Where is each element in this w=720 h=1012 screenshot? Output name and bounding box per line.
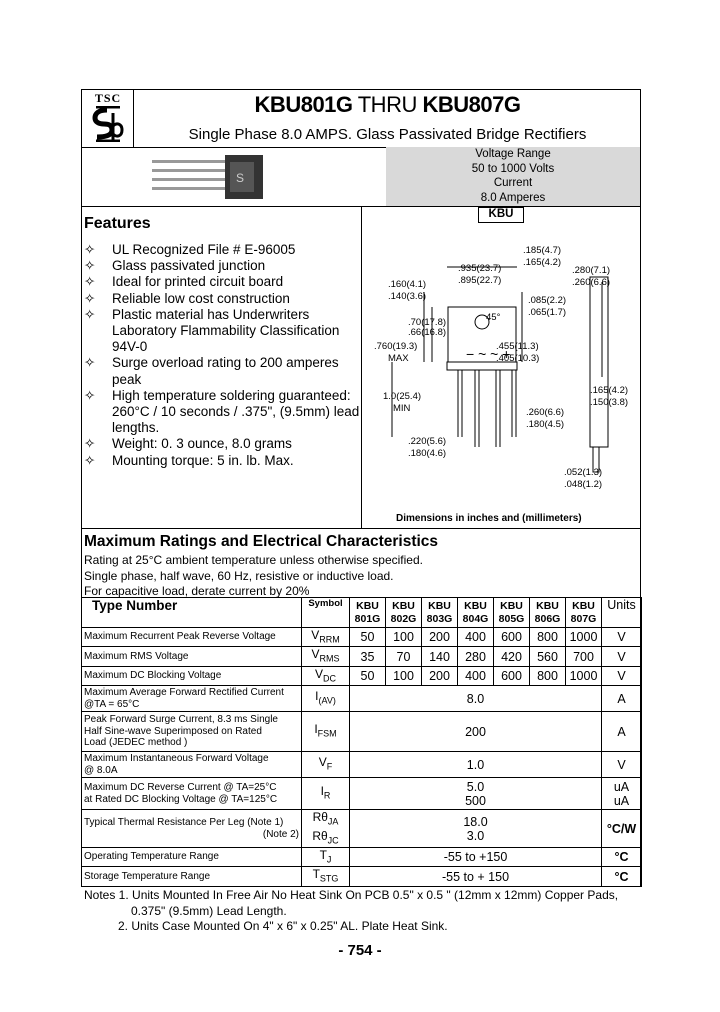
part-prefix: KBU: [464, 599, 487, 612]
symbol-cell: [302, 666, 350, 685]
value-text: 18.0: [463, 814, 488, 829]
feature-item: [84, 355, 374, 371]
part-prefix: KBU: [392, 599, 415, 612]
feature-item: [84, 372, 374, 388]
value-cell: 800: [530, 666, 566, 685]
feature-text: Laboratory Flammability Classification: [112, 323, 340, 339]
unit-cell: [602, 647, 642, 666]
title-part-last: KBU807G: [422, 92, 521, 117]
symbol-main: V: [318, 755, 327, 770]
parameter-cell: [82, 810, 302, 848]
dimension-label: .405(10.3): [496, 353, 540, 364]
dimension-label: .165(4.2): [590, 385, 629, 396]
value-cell: 400: [458, 666, 494, 685]
dimension-label: .935(23.7): [458, 263, 502, 274]
feature-item: [84, 242, 374, 258]
feature-text: lengths.: [112, 420, 160, 436]
table-row: [82, 867, 642, 886]
package-tag: KBU: [478, 207, 524, 223]
feature-text: Surge overload rating to 200 amperes: [112, 355, 339, 371]
feature-text: Reliable low cost construction: [112, 290, 290, 306]
value-text: 200: [465, 724, 486, 739]
unit-cell: [602, 778, 642, 810]
current-value: 8.0 Amperes: [480, 191, 546, 204]
feature-item: [84, 323, 374, 339]
bullet-icon: ✧: [84, 290, 96, 306]
part-suffix: 805G: [498, 612, 525, 625]
value-cell: 35: [350, 647, 386, 666]
dimension-label: 1.0(25.4): [383, 391, 422, 402]
param-line: Typical Thermal Resistance Per Leg (Note 1): [84, 817, 284, 829]
param-line: Maximum Instantaneous Forward Voltage: [84, 753, 269, 765]
bullet-icon: [84, 404, 112, 420]
symbol-main: V: [311, 628, 320, 642]
part-suffix: 806G: [534, 612, 561, 625]
part-suffix: 804G: [462, 612, 489, 625]
value-cell: 800: [530, 628, 566, 647]
dimension-label: .260(6.6): [572, 277, 611, 288]
param-line: Load (JEDEC method ): [84, 737, 188, 749]
param-line: (Note 2): [262, 828, 299, 840]
dimension-label: .895(22.7): [458, 275, 502, 286]
unit-cell: [602, 686, 642, 712]
symbol-main: T: [312, 867, 320, 882]
symbol-main: I: [314, 722, 318, 737]
type-number-header: Type Number: [82, 598, 302, 628]
feature-text: High temperature soldering guaranteed:: [112, 387, 351, 403]
symbol-main: V: [314, 666, 323, 681]
ratings-heading: Maximum Ratings and Electrical Characteristics: [84, 533, 439, 550]
value-cell: 700: [566, 647, 602, 666]
param-line: Maximum Recurrent Peak Reverse Voltage: [84, 631, 276, 643]
package-photo: [150, 152, 268, 202]
value-cell: 560: [530, 647, 566, 666]
value-text: -55 to + 150: [441, 869, 510, 884]
table-header-row: [82, 598, 642, 628]
part-prefix: KBU: [500, 599, 523, 612]
param-line: Maximum DC Blocking Voltage: [84, 670, 222, 682]
unit-text: A: [617, 724, 626, 739]
value-cell: [350, 810, 602, 848]
parameter-cell: [82, 778, 302, 810]
page-subtitle: Single Phase 8.0 AMPS. Glass Passivated Bridge Rectifiers: [188, 126, 587, 143]
dimension-label: .160(4.1): [388, 279, 427, 290]
dimension-label: .150(3.8): [590, 397, 629, 408]
value-cell: 200: [422, 628, 458, 647]
symbol-sub: RRM: [319, 634, 340, 645]
dimension-label: .140(3.6): [388, 291, 427, 302]
dimension-label: .455(11.3): [496, 341, 539, 352]
voltage-range-value: 50 to 1000 Volts: [471, 162, 555, 175]
title-thru: THRU: [352, 92, 423, 117]
unit-cell: [602, 628, 642, 647]
part-suffix: 807G: [570, 612, 597, 625]
dimension-label: .065(1.7): [528, 307, 567, 318]
features-list: [84, 242, 374, 469]
feature-item: [84, 258, 374, 274]
feature-item: [84, 291, 374, 307]
part-header: [350, 598, 386, 628]
symbol-sub-2: JC: [327, 834, 339, 845]
value-cell: [350, 778, 602, 810]
table-row: [82, 778, 642, 810]
dimension-label: .70(17.8): [408, 317, 447, 328]
unit-cell: [602, 712, 642, 752]
table-row: [82, 847, 642, 866]
symbol-cell: [302, 628, 350, 647]
dimension-label: .048(1.2): [564, 479, 603, 490]
unit-text: V: [617, 630, 626, 645]
parameter-cell: [82, 647, 302, 666]
part-prefix: KBU: [536, 599, 559, 612]
value-cell: [350, 847, 602, 866]
symbol-cell: [302, 810, 350, 848]
units-header: Units: [602, 598, 642, 628]
symbol-sub: STG: [319, 873, 339, 884]
parameter-cell: [82, 752, 302, 778]
ratings-divider: [81, 528, 641, 529]
dimension-label: .260(6.6): [526, 407, 565, 418]
param-line: Operating Temperature Range: [84, 851, 219, 863]
feature-text: 260°C / 10 seconds / .375", (9.5mm) lead: [112, 404, 360, 420]
value-cell: 400: [458, 628, 494, 647]
unit-text: °C: [614, 850, 629, 865]
svg-text:− ~ ~ +: − ~ ~ +: [466, 346, 511, 362]
value-cell: 280: [458, 647, 494, 666]
logo-divider: [133, 89, 134, 147]
symbol-cell: [302, 647, 350, 666]
symbol-sub: J: [326, 854, 332, 865]
bullet-icon: ✧: [84, 436, 96, 452]
unit-text: °C/W: [606, 821, 637, 836]
symbol-main: I: [315, 689, 319, 704]
symbol-sub: RMS: [319, 653, 340, 664]
logo-mark-icon: [86, 104, 130, 144]
footnote-1: Notes 1. Units Mounted In Free Air No Heat Sink On PCB 0.5" x 0.5 " (12mm x 12mm) Copper Pads,: [84, 888, 619, 902]
dimension-label: .180(4.6): [408, 448, 447, 459]
title-part-first: KBU801G: [254, 92, 353, 117]
value-cell: 100: [386, 666, 422, 685]
unit-text: °C: [614, 869, 629, 884]
unit-cell: [602, 847, 642, 866]
value-text: -55 to +150: [443, 850, 508, 865]
symbol-cell: [302, 752, 350, 778]
feature-item: [84, 453, 374, 469]
bullet-icon: ✧: [84, 306, 96, 322]
value-cell: 100: [386, 628, 422, 647]
param-line: @TA = 65°C: [84, 698, 140, 710]
feature-text: Ideal for printed circuit board: [112, 274, 284, 290]
feature-text: Glass passivated junction: [112, 258, 266, 274]
symbol-sub: F: [326, 761, 333, 772]
tsc-logo: [86, 91, 130, 145]
symbol-cell: [302, 778, 350, 810]
unit-cell: [602, 810, 642, 848]
value-cell: 50: [350, 628, 386, 647]
parameter-cell: [82, 628, 302, 647]
unit-text: V: [617, 757, 626, 772]
bullet-icon: [84, 323, 112, 339]
value-text-2: 500: [465, 793, 486, 808]
symbol-cell: [302, 686, 350, 712]
part-header: [458, 598, 494, 628]
symbol-sub: FSM: [317, 728, 337, 739]
dimension-label: MIN: [393, 403, 411, 414]
svg-text:S: S: [236, 171, 245, 185]
value-cell: 1000: [566, 666, 602, 685]
dimension-label: MAX: [388, 353, 409, 364]
symbol-cell: [302, 847, 350, 866]
parameter-cell: [82, 666, 302, 685]
feature-item: [84, 388, 374, 404]
logo-text: TSC: [94, 91, 122, 105]
page-number: - 754 -: [338, 942, 382, 959]
value-text-2: 3.0: [466, 828, 485, 843]
unit-text: uA: [613, 779, 630, 794]
value-cell: [350, 867, 602, 886]
dimension-label: .180(4.5): [526, 419, 565, 430]
unit-text: V: [617, 668, 626, 683]
value-cell: 140: [422, 647, 458, 666]
value-cell: 200: [422, 666, 458, 685]
table-row: [82, 810, 642, 848]
feature-item: [84, 404, 374, 420]
voltage-range-label: Voltage Range: [475, 148, 551, 160]
symbol-main: T: [319, 847, 327, 862]
unit-text: A: [617, 691, 626, 706]
value-cell: 1000: [566, 628, 602, 647]
symbol-sub: R: [323, 790, 331, 801]
value-text: 8.0: [466, 691, 485, 706]
rating-note-2: Single phase, half wave, 60 Hz, resistive or inductive load.: [84, 569, 394, 583]
part-header: [530, 598, 566, 628]
parameter-cell: [82, 847, 302, 866]
rating-note-1: Rating at 25°C ambient temperature unless otherwise specified.: [84, 553, 423, 567]
value-cell: 50: [350, 666, 386, 685]
symbol-sub: (AV): [318, 695, 336, 706]
value-cell: [350, 712, 602, 752]
param-line: Maximum RMS Voltage: [84, 650, 189, 662]
dimension-label: .280(7.1): [572, 265, 611, 276]
symbol-header: Symbol: [302, 598, 350, 628]
feature-text: Plastic material has Underwriters: [112, 306, 310, 322]
symbol-main: V: [311, 647, 320, 662]
dimension-label: .66(16.8): [408, 327, 447, 338]
table-row: [82, 712, 642, 752]
dimension-label: 45°: [486, 312, 501, 323]
unit-cell: [602, 867, 642, 886]
dimension-label: .165(4.2): [523, 257, 562, 268]
part-header: [566, 598, 602, 628]
part-suffix: 801G: [354, 612, 381, 625]
footnote-2: 2. Units Case Mounted On 4" x 6" x 0.25" AL. Plate Heat Sink.: [118, 919, 448, 933]
bullet-icon: ✧: [84, 452, 96, 468]
part-prefix: KBU: [572, 599, 595, 612]
feature-item: [84, 307, 374, 323]
unit-text: V: [617, 649, 626, 664]
feature-text: 94V-0: [112, 339, 148, 355]
symbol-main: Rθ: [312, 810, 328, 825]
value-cell: 70: [386, 647, 422, 666]
symbol-sub: JA: [327, 816, 339, 827]
value-text: 1.0: [466, 757, 485, 772]
part-prefix: KBU: [428, 599, 451, 612]
feature-text: Weight: 0. 3 ounce, 8.0 grams: [112, 436, 292, 452]
symbol-cell: [302, 712, 350, 752]
ratings-table: [81, 597, 642, 887]
feature-text: Mounting torque: 5 in. lb. Max.: [112, 452, 294, 468]
value-cell: [350, 752, 602, 778]
param-line: Storage Temperature Range: [84, 870, 211, 882]
table-row: [82, 666, 642, 685]
dimension-label: .085(2.2): [528, 295, 567, 306]
value-cell: 600: [494, 628, 530, 647]
unit-text-2: uA: [613, 793, 630, 808]
bullet-icon: [84, 420, 112, 436]
symbol-main-2: Rθ: [312, 828, 328, 843]
feature-item: [84, 436, 374, 452]
bullet-icon: ✧: [84, 355, 96, 371]
table-row: [82, 686, 642, 712]
param-line: @ 8.0A: [84, 764, 118, 776]
symbol-cell: [302, 867, 350, 886]
feature-item: [84, 420, 374, 436]
dimension-label: .220(5.6): [408, 436, 447, 447]
dimension-caption: Dimensions in inches and (millimeters): [396, 513, 582, 524]
param-line: Maximum Average Forward Rectified Current: [84, 687, 284, 699]
bullet-icon: ✧: [84, 274, 96, 290]
table-row: [82, 647, 642, 666]
param-line: Half Sine-wave Superimposed on Rated: [84, 725, 262, 737]
part-header: [494, 598, 530, 628]
symbol-sub: DC: [323, 673, 336, 684]
feature-text: UL Recognized File # E-96005: [112, 242, 296, 257]
part-header: [386, 598, 422, 628]
voltage-range-box: [386, 147, 640, 206]
part-suffix: 802G: [390, 612, 417, 625]
features-heading: Features: [84, 215, 151, 232]
unit-cell: [602, 752, 642, 778]
param-line: at Rated DC Blocking Voltage @ TA=125°C: [84, 793, 278, 805]
feature-item: [84, 339, 374, 355]
part-prefix: KBU: [356, 599, 379, 612]
param-line: Maximum DC Reverse Current @ TA=25°C: [84, 782, 277, 794]
footnotes: [84, 888, 618, 935]
current-label: Current: [493, 177, 533, 189]
parameter-cell: [82, 712, 302, 752]
value-text: 5.0: [466, 779, 485, 794]
footnote-1-cont: 0.375" (9.5mm) Lead Length.: [131, 903, 287, 918]
parameter-cell: [82, 867, 302, 886]
value-cell: 600: [494, 666, 530, 685]
parameter-cell: [82, 686, 302, 712]
table-row: [82, 752, 642, 778]
symbol-main: I: [320, 784, 324, 799]
value-cell: [350, 686, 602, 712]
unit-cell: [602, 666, 642, 685]
dimension-label: .185(4.7): [523, 245, 562, 256]
table-row: [82, 628, 642, 647]
param-line: Peak Forward Surge Current, 8.3 ms Single: [84, 714, 278, 726]
part-suffix: 803G: [426, 612, 453, 625]
dimension-label: .760(19.3): [374, 341, 418, 352]
dimension-label: .052(1.3): [564, 467, 603, 478]
feature-item: [84, 274, 374, 290]
bullet-icon: ✧: [84, 242, 96, 257]
rating-note-3: For capacitive load, derate current by 20%: [84, 584, 310, 598]
bullet-icon: [84, 339, 112, 355]
page-title: [135, 92, 640, 118]
feature-text: peak: [112, 371, 142, 387]
bullet-icon: ✧: [84, 258, 96, 274]
part-header: [422, 598, 458, 628]
value-cell: 420: [494, 647, 530, 666]
bullet-icon: [84, 372, 112, 388]
bullet-icon: ✧: [84, 387, 96, 403]
